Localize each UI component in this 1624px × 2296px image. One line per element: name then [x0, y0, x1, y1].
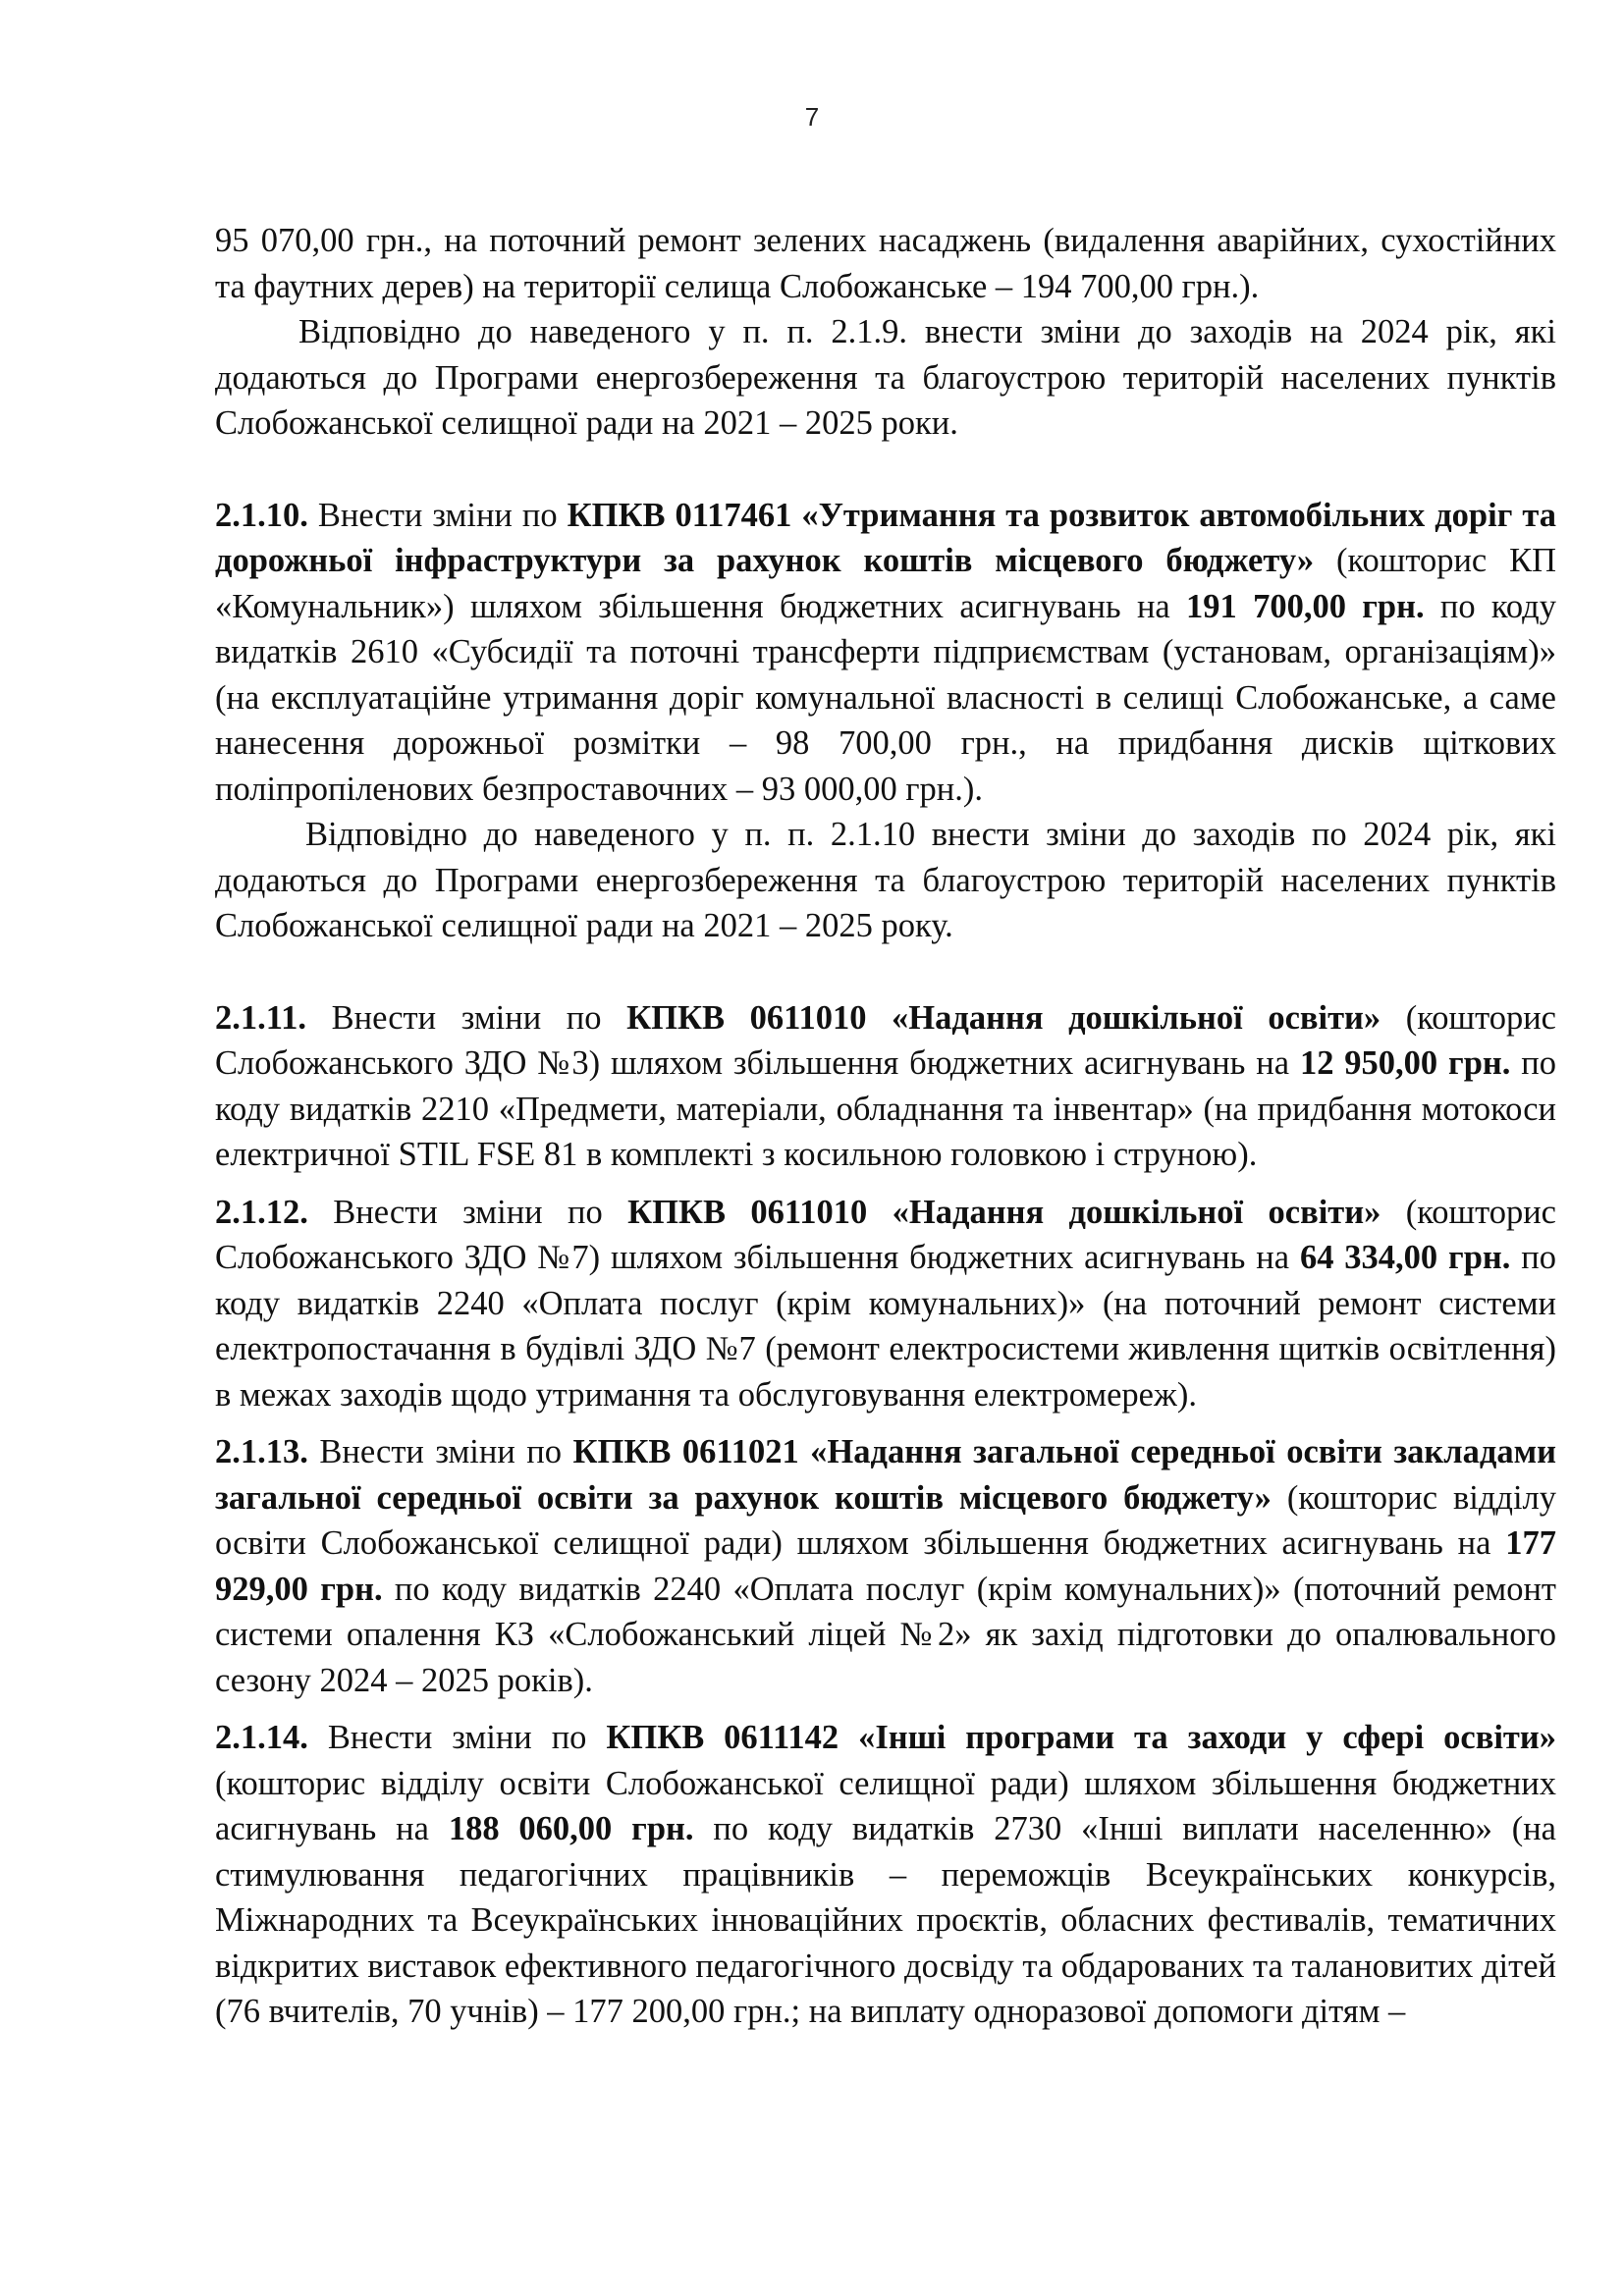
section-amount: 64 334,00 грн.: [1299, 1239, 1511, 1276]
section-text: Внести зміни по: [307, 1433, 573, 1470]
section-2-1-13: [215, 1429, 1556, 1703]
section-number: 2.1.13.: [215, 1433, 308, 1470]
section-kpkv: КПКВ 0611142 «Інші програми та заходи у сфері освіти»: [606, 1719, 1556, 1756]
section-text: по коду видатків 2240 «Оплата послуг (крім комунальних)» (на поточний ремонт системи електропостачання в будівлі ЗДО №7 (ремонт електросистеми живлення щитків освітлення) в межах заходів щодо утримання та обслуговування електромереж).: [215, 1239, 1557, 1414]
page-number: 7: [804, 102, 820, 132]
paragraph-continuation: 95 070,00 грн., на поточний ремонт зелених насаджень (видалення аварійних, сухостійних та фаутних дерев) на території селища Слобожанське – 194 700,00 грн.).: [215, 222, 1556, 305]
section-amount: 191 700,00 грн.: [1186, 587, 1425, 625]
section-text: Внести зміни по: [305, 998, 627, 1037]
section-number: 2.1.12.: [215, 1193, 308, 1231]
section-2-1-10: [215, 493, 1556, 813]
section-text: (кошторис КП «Комунальник») шляхом збільшення бюджетних асигнувань на: [215, 542, 1556, 625]
paragraph-reference-219: Відповідно до наведеного у п. п. 2.1.9. внести зміни до заходів на 2024 рік, які додаються до Програми енергозбереження та благоустрою територій населених пунктів Слобожанської селищної ради на 2021 – 2025 роки.: [215, 313, 1556, 442]
document-body: [215, 218, 1556, 2035]
section-text: (кошторис відділу освіти Слобожанської селищної ради) шляхом збільшення бюджетних асигнувань на: [215, 1764, 1556, 1847]
section-text: по коду видатків 2610 «Субсидії та поточні трансферти підприємствам (установам, організаціям)» (на експлуатаційне утримання доріг комунальної власності в селищі Слобожанське, а саме нанесення дорожньої розмітки – 98 700,00 грн., на придбання дисків щіткових поліпропіленових безпроставочних – 93 000,00 грн.).: [215, 587, 1556, 808]
section-kpkv: КПКВ 0611010 «Надання дошкільної освіти»: [627, 1193, 1381, 1231]
section-2-1-12: [215, 1190, 1556, 1418]
section-text: (кошторис відділу освіти Слобожанської селищної ради) шляхом збільшення бюджетних асигнувань на: [215, 1478, 1556, 1562]
section-kpkv: КПКВ 0611021 «Надання загальної середньої освіти закладами загальної середньої освіти за рахунок коштів місцевого бюджету»: [215, 1433, 1556, 1517]
section-text: Внести зміни по: [307, 1193, 628, 1231]
section-number: 2.1.14.: [215, 1719, 308, 1756]
section-text: Внести зміни по: [307, 496, 568, 534]
section-number: 2.1.10.: [215, 496, 308, 534]
section-amount: 12 950,00 грн.: [1299, 1044, 1511, 1082]
section-text: (кошторис Слобожанського ЗДО №3) шляхом збільшення бюджетних асигнувань на: [215, 998, 1556, 1082]
section-2-1-11: [215, 995, 1556, 1178]
section-number: 2.1.11.: [215, 998, 306, 1037]
section-amount: 188 060,00 грн.: [448, 1810, 694, 1847]
section-text: по коду видатків 2730 «Інші виплати населенню» (на стимулювання педагогічних працівників – переможців Всеукраїнських конкурсів, Міжнародних та Всеукраїнських інноваційних проєктів, обласних фестивалів, тематичних відкритих виставок ефективного педагогічного досвіду та обдарованих та талановитих дітей (76 вчителів, 70 учнів) – 177 200,00 грн.; на виплату одноразової допомоги дітям –: [215, 1810, 1556, 2030]
paragraph-reference-2110: Відповідно до наведеного у п. п. 2.1.10 внести зміни до заходів по 2024 рік, які додаються до Програми енергозбереження та благоустрою територій населених пунктів Слобожанської селищної ради на 2021 – 2025 року.: [215, 816, 1556, 944]
section-text: по коду видатків 2240 «Оплата послуг (крім комунальних)» (поточний ремонт системи опалення КЗ «Слобожанський ліцей №2» як захід підготовки до опалювального сезону 2024 – 2025 років).: [215, 1570, 1556, 1699]
section-2-1-14: [215, 1715, 1556, 2035]
section-text: (кошторис Слобожанського ЗДО №7) шляхом збільшення бюджетних асигнувань на: [215, 1193, 1556, 1276]
section-text: Внести зміни по: [307, 1719, 607, 1756]
section-amount: 177 929,00 грн.: [215, 1524, 1556, 1608]
section-text: по коду видатків 2210 «Предмети, матеріали, обладнання та інвентар» (на придбання мотокоси електричної STIL FSE 81 в комплекті з косильною головкою і струною).: [215, 1044, 1557, 1173]
section-kpkv: КПКВ 0117461 «Утримання та розвиток автомобільних доріг та дорожньої інфраструктури за рахунок коштів місцевого бюджету»: [215, 496, 1556, 579]
section-kpkv: КПКВ 0611010 «Надання дошкільної освіти»: [626, 998, 1381, 1037]
